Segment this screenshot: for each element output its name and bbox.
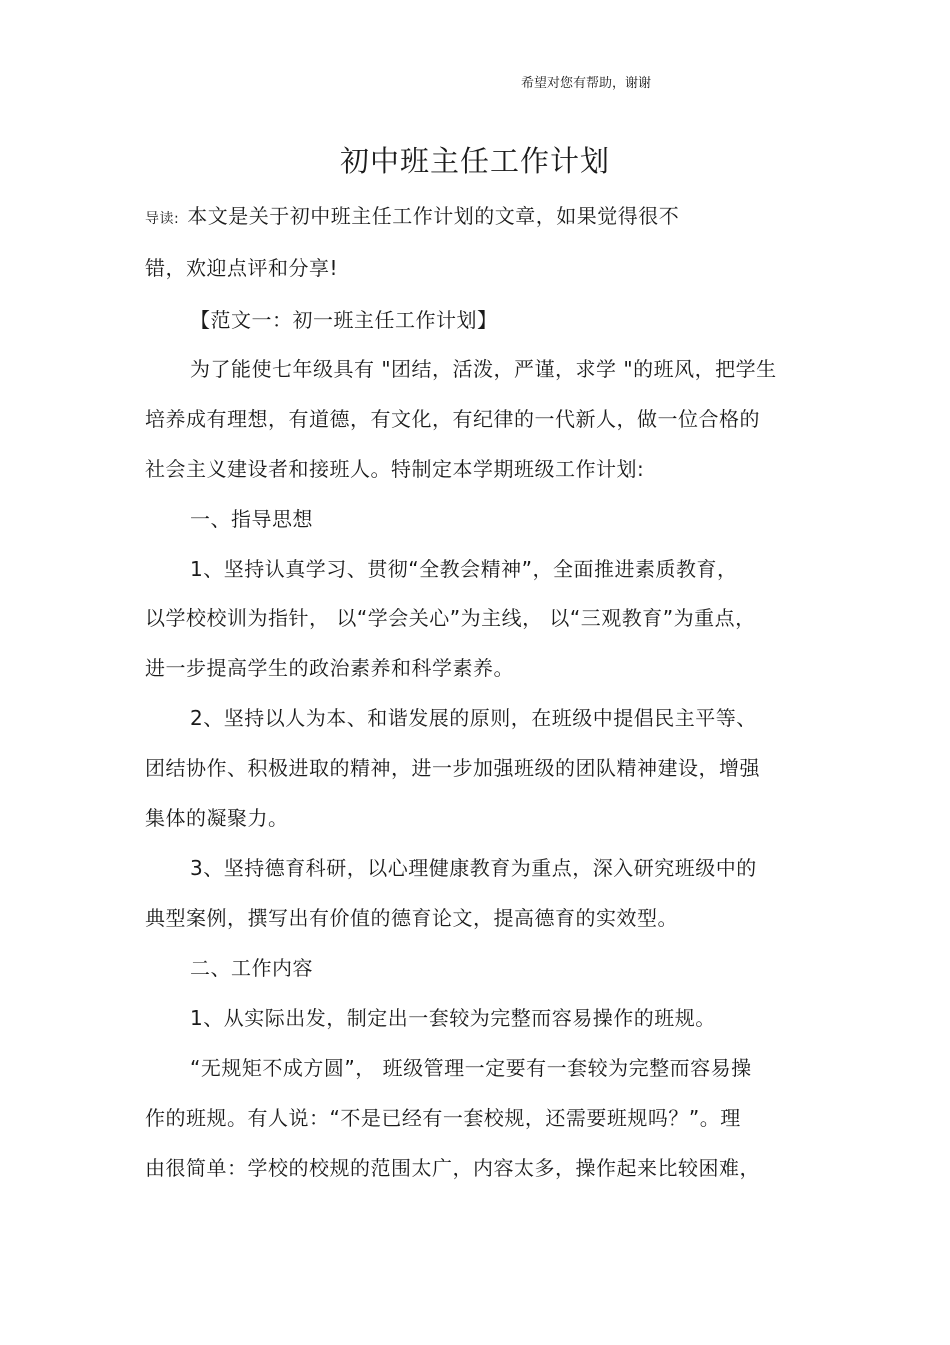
body-line: “无规矩不成方圆”， 班级管理一定要有一套较为完整而容易操 xyxy=(190,1056,752,1080)
body-line: 集体的凝聚力。 xyxy=(145,806,289,830)
body-line: 2、坚持以人为本、和谐发展的原则，在班级中提倡民主平等、 xyxy=(190,706,757,730)
body-line: 1、坚持认真学习、贯彻“全教会精神”，全面推进素质教育， xyxy=(190,557,738,581)
body-line: 由很简单：学校的校规的范围太广，内容太多，操作起来比较困难， xyxy=(145,1156,760,1180)
intro-text-1: 本文是关于初中班主任工作计划的文章，如果觉得很不 xyxy=(187,204,680,228)
body-line: 社会主义建设者和接班人。特制定本学期班级工作计划: xyxy=(145,457,645,481)
section-heading-work-content: 二、工作内容 xyxy=(190,956,313,980)
document-title: 初中班主任工作计划 xyxy=(339,144,610,178)
section-heading-sample-1: 【范文一：初一班主任工作计划】 xyxy=(190,308,498,332)
header-note: 希望对您有帮助，谢谢 xyxy=(521,76,652,91)
intro-line-1 xyxy=(145,206,679,226)
body-line: 典型案例，撰写出有价值的德育论文，提高德育的实效型。 xyxy=(145,906,678,930)
intro-line-2: 错，欢迎点评和分享! xyxy=(145,256,339,280)
body-line: 以学校校训为指针， 以“学会关心”为主线， 以“三观教育”为重点， xyxy=(145,606,756,630)
body-line: 作的班规。有人说：“不是已经有一套校规，还需要班规吗？”。理 xyxy=(145,1106,741,1130)
body-line: 1、从实际出发，制定出一套较为完整而容易操作的班规。 xyxy=(190,1006,716,1030)
body-line: 培养成有理想，有道德，有文化，有纪律的一代新人，做一位合格的 xyxy=(145,407,760,431)
body-line: 为了能使七年级具有 "团结，活泼，严谨，求学 "的班风，把学生 xyxy=(190,357,777,381)
body-line: 进一步提高学生的政治素养和科学素养。 xyxy=(145,656,514,680)
intro-label: 导读: xyxy=(145,211,180,227)
body-line: 3、坚持德育科研，以心理健康教育为重点，深入研究班级中的 xyxy=(190,856,757,880)
body-line: 团结协作、积极进取的精神，进一步加强班级的团队精神建设，增强 xyxy=(145,756,760,780)
section-heading-guiding-ideas: 一、指导思想 xyxy=(190,507,313,531)
